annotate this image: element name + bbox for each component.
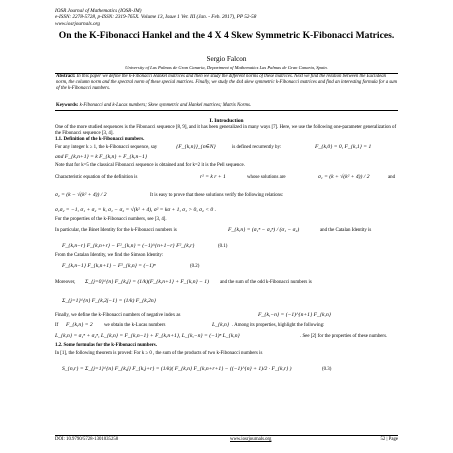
footer-website-link[interactable]: www.iosrjournals.org — [230, 437, 272, 442]
abstract-text: In this paper we define the k-Fibonacci Hankel matrices and then we study the different norms of these matrices. Next we find the relation between the Euclidean norm, the column norm and the spectral norm of these special matrices. Finally, we study the 4x4 skew symmetric k-Fibonacci matrices and find an interesting formula for a sum of the k-Fibonacci numbers. — [56, 74, 398, 91]
subsection-definition: 1.1. Definition of the k-Fibonacci numbers. — [55, 137, 145, 142]
lucas-properties: L_{k,n} = σ₁ⁿ + σ₂ⁿ, L_{k,n} = F_{k,n−1} + F_{k,n+1}, L_{k,−n} = (−1)ⁿ L_{k,n} — [55, 333, 240, 339]
odd-sum-text: and the sum of the odd k-Fibonacci numbers is — [220, 280, 312, 285]
sigma-one: σ₁ = (k + √(k² + 4)) / 2 — [318, 174, 370, 180]
and-text: and — [388, 175, 396, 180]
section-heading: I. Introduction — [209, 118, 244, 124]
odd-sum-formula: Σ_{j=1}^{n} F_{k,2j−1} = (1/k) F_{k,2n} — [62, 298, 156, 304]
catalan-identity: F_{k,n−r} F_{k,n+r} − F²_{k,n} = (−1)^{n+1−r} F²_{k,r} — [62, 243, 195, 249]
lucas-symbol: L_{k,n} — [212, 322, 230, 328]
journal-website[interactable]: www.iosrjournals.org — [55, 20, 100, 27]
char-equation: r² = k r + 1 — [200, 174, 226, 180]
doi-label: DOI: 10.9790/5728-1301035258 — [55, 437, 119, 442]
simson-text: From the Catalan Identity, we find the Simson Identity: — [55, 253, 164, 258]
paper-title: On the K-Fibonacci Hankel and the 4 X 4 Skew Symmetric K-Fibonacci Matrices. — [58, 30, 395, 41]
theorem-text: In [1], the following theorem is proved: For k ≥ 0 , the sum of the products of two k-Fibonacci numbers is — [55, 351, 263, 356]
simson-identity: F_{k,n−1} F_{k,n+1} − F²_{k,n} = (−1)ⁿ — [62, 263, 156, 269]
abstract-bottom-rule — [55, 110, 398, 111]
sigma-two: σ₂ = (k − √(k² + 4)) / 2 — [55, 192, 107, 198]
binet-text: In particular, the Binet Identity for the k-Fibonacci numbers is — [55, 228, 177, 233]
equation-number-2: (0.2) — [190, 264, 200, 269]
negative-index-text: Finally, we define the k-Fibonacci numbers of negative index as — [55, 313, 181, 318]
author-name: Sergio Falcon — [206, 55, 247, 63]
journal-issn: e-ISSN: 2278-5728, p-ISSN: 2319-765X. Volume 13, Issue 1 Ver. III (Jan. - Feb. 2017), PP 52-58 — [55, 14, 257, 21]
keywords-text: k-Fibonacci and k-Lucas numbers; Skew symmetric and Hankel matrices; Matrix Norms. — [79, 103, 252, 108]
page-number: 52 | Page — [380, 437, 398, 442]
keywords-block — [56, 103, 398, 109]
initial-conditions: F_{k,0} = 0, F_{k,1} = 1 — [315, 144, 372, 150]
abstract-block — [56, 74, 398, 91]
abstract-label: Abstract: — [56, 74, 76, 79]
pell-note: Note that for k=5 the classical Fibonacci sequence is obtained and for k=2 it is the Pell sequence. — [55, 163, 245, 168]
char-equation-text: Characteristic equation of the definition is — [55, 175, 138, 180]
author-affiliation: University of Las Palmas de Gran Canaria, Department of Mathematics Las Palmas de Gran Canaria, Spain. — [125, 65, 328, 70]
sequence-notation: {F_{k,n}}_{n∈N} — [176, 144, 216, 150]
solutions-text: whose solutions are — [247, 175, 286, 180]
subsection-formulas: 1.2. Some formulas for the k-Fibonacci numbers. — [55, 343, 157, 348]
lucas-properties-text: . Among its properties, highlight the following: — [232, 323, 325, 328]
equation-number-3: (0.3) — [322, 367, 332, 372]
intro-paragraph: One of the more studied sequences is the Fibonacci sequence [8, 9], and it has been generalized in many ways [7]. Here, we use the following one-parameter generalization of the Fibonacci sequence [3, 4]. — [55, 125, 397, 136]
lucas-text: we obtain the k-Lucas numbers — [104, 323, 166, 328]
sigma-relations: σ₁σ₂ = −1, σ₁ + σ₂ = k, σ₁ − σ₂ = √(k² + 4), σ² = kσ + 1, σ₁ > 0, σ₂ < 0 . — [55, 207, 216, 213]
journal-header — [55, 8, 256, 27]
moreover-text: Moreover, — [55, 280, 76, 285]
definition-text-2: is defined recurrently by: — [232, 145, 282, 150]
lucas-reference: . See [2] for the properties of these numbers. — [300, 334, 388, 339]
properties-note: For the properties of the k-Fibonacci numbers, see [3, 4]. — [55, 217, 167, 222]
definition-text: For any integer k ≥ 1, the k-Fibonacci sequence, say — [55, 145, 158, 150]
recurrence-relation: and F_{k,n+1} = k F_{k,n} + F_{k,n−1} — [55, 154, 148, 160]
equation-number-1: (0.1) — [218, 244, 228, 249]
f-equals-two: F_{k,n} = 2 — [66, 322, 93, 328]
journal-name: IOSR Journal of Mathematics (IOSR-JM) — [55, 8, 142, 14]
catalan-text: and the Catalan Identity is — [320, 228, 372, 233]
sum-formula: Σ_{j=0}^{n} F_{k,j} = (1/k)(F_{k,n+1} + F_{k,n} − 1) — [85, 279, 209, 285]
product-sum-formula: S_{n,r} = Σ_{j=1}^{n} F_{k,j} F_{k,j+r} = (1/k)( F_{k,n} F_{k,n+r+1} − ((−1)^{n} + 1)/2 · F_{k,r} ) — [62, 366, 292, 372]
negative-index-formula: F_{k,−n} = (−1)^{n+1} F_{k,n} — [258, 312, 331, 318]
if-text: If — [55, 323, 59, 328]
footer-rule — [55, 435, 398, 436]
keywords-label: Keywords: — [56, 103, 79, 108]
binet-identity: F_{k,n} = (σ₁ⁿ − σ₂ⁿ) / (σ₁ − σ₂) — [228, 227, 300, 233]
relations-text: It is easy to prove that these solutions verify the following relations: — [150, 193, 284, 198]
